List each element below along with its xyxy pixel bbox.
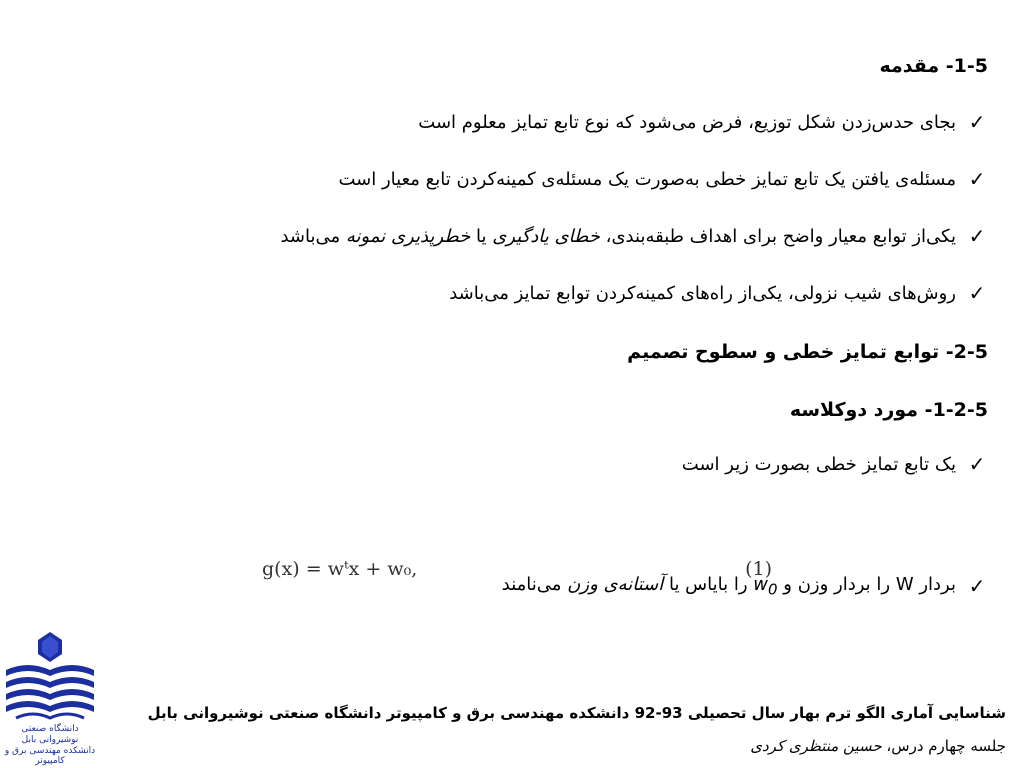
- bullet-item: [280, 224, 988, 248]
- logo-caption-faculty: دانشکده مهندسی برق و کامپیوتر: [4, 745, 96, 767]
- bullet-text-part: یکی‌از توابع معیار واضح برای اهداف طبقه‌بندی،: [599, 225, 956, 247]
- bullet-item: [449, 281, 988, 305]
- check-icon: ✓: [968, 452, 986, 476]
- bullet-item: [339, 167, 989, 191]
- italic-term: خطای یادگیری: [492, 225, 600, 247]
- bullet-text-part: را بایاس یا: [663, 574, 754, 595]
- footer-author: حسین منتظری کردی: [750, 737, 882, 755]
- logo-caption-university: دانشگاه صنعتی نوشیروانی بابل: [21, 724, 79, 745]
- bullet-text-part: یا: [470, 225, 493, 247]
- bias-symbol: [753, 574, 778, 599]
- bullet-text: [502, 574, 956, 599]
- italic-term: خطرپذیری نمونه: [345, 225, 471, 247]
- weight-symbol: W: [895, 574, 914, 595]
- bias-symbol-letter: w: [753, 574, 769, 595]
- check-icon: ✓: [968, 281, 986, 305]
- section-heading-two-class: 1-2-5- مورد دوکلاسه: [789, 399, 988, 421]
- italic-term: آستانه‌ی وزن: [567, 574, 664, 595]
- bullet-item: [418, 110, 988, 134]
- equation-expression: g(x) = wᵗx + w₀,: [262, 558, 418, 580]
- bullet-text: [280, 226, 956, 247]
- bullet-text: مسئله‌ی یافتن یک تابع تمایز خطی به‌صورت یک مسئله‌ی کمینه‌کردن تابع معیار است: [338, 168, 956, 190]
- check-icon: ✓: [968, 224, 986, 248]
- bullet-text: روش‌های شیب نزولی، یکی‌از راه‌های کمینه‌کردن توابع تمایز می‌باشد: [449, 282, 956, 304]
- bullet-text-part: می‌باشد: [280, 225, 346, 247]
- bullet-item: [502, 574, 988, 599]
- bullet-text: یک تابع تمایز خطی بصورت زیر است: [681, 453, 956, 475]
- bullet-text-part: بردار: [913, 574, 956, 595]
- check-icon: ✓: [968, 110, 986, 134]
- section-heading-linear: 2-5- توابع تمایز خطی و سطوح تصمیم: [627, 341, 988, 363]
- bullet-text: بجای حدس‌زدن شکل توزیع، فرض می‌شود که نوع تابع تمایز معلوم است: [418, 111, 956, 133]
- check-icon: ✓: [968, 167, 986, 191]
- bullet-text-part: می‌نامند: [501, 574, 568, 595]
- bullet-text-part: را بردار وزن و: [777, 574, 896, 595]
- logo-caption: [2, 724, 98, 767]
- footer-session-info: [750, 737, 1006, 755]
- section-heading-intro: 1-5- مقدمه: [879, 55, 988, 77]
- footer-course-info: شناسایی آماری الگو ترم بهار سال تحصیلی 93-92 دانشکده مهندسی برق و کامپیوتر دانشگاه صنعتی نوشیروانی بابل: [147, 704, 1006, 722]
- bias-symbol-subscript: 0: [768, 580, 778, 599]
- bullet-item: [682, 452, 988, 476]
- check-icon: ✓: [968, 574, 986, 599]
- equation-number: (1): [745, 558, 772, 580]
- footer-session: جلسه چهارم درس،: [881, 737, 1006, 755]
